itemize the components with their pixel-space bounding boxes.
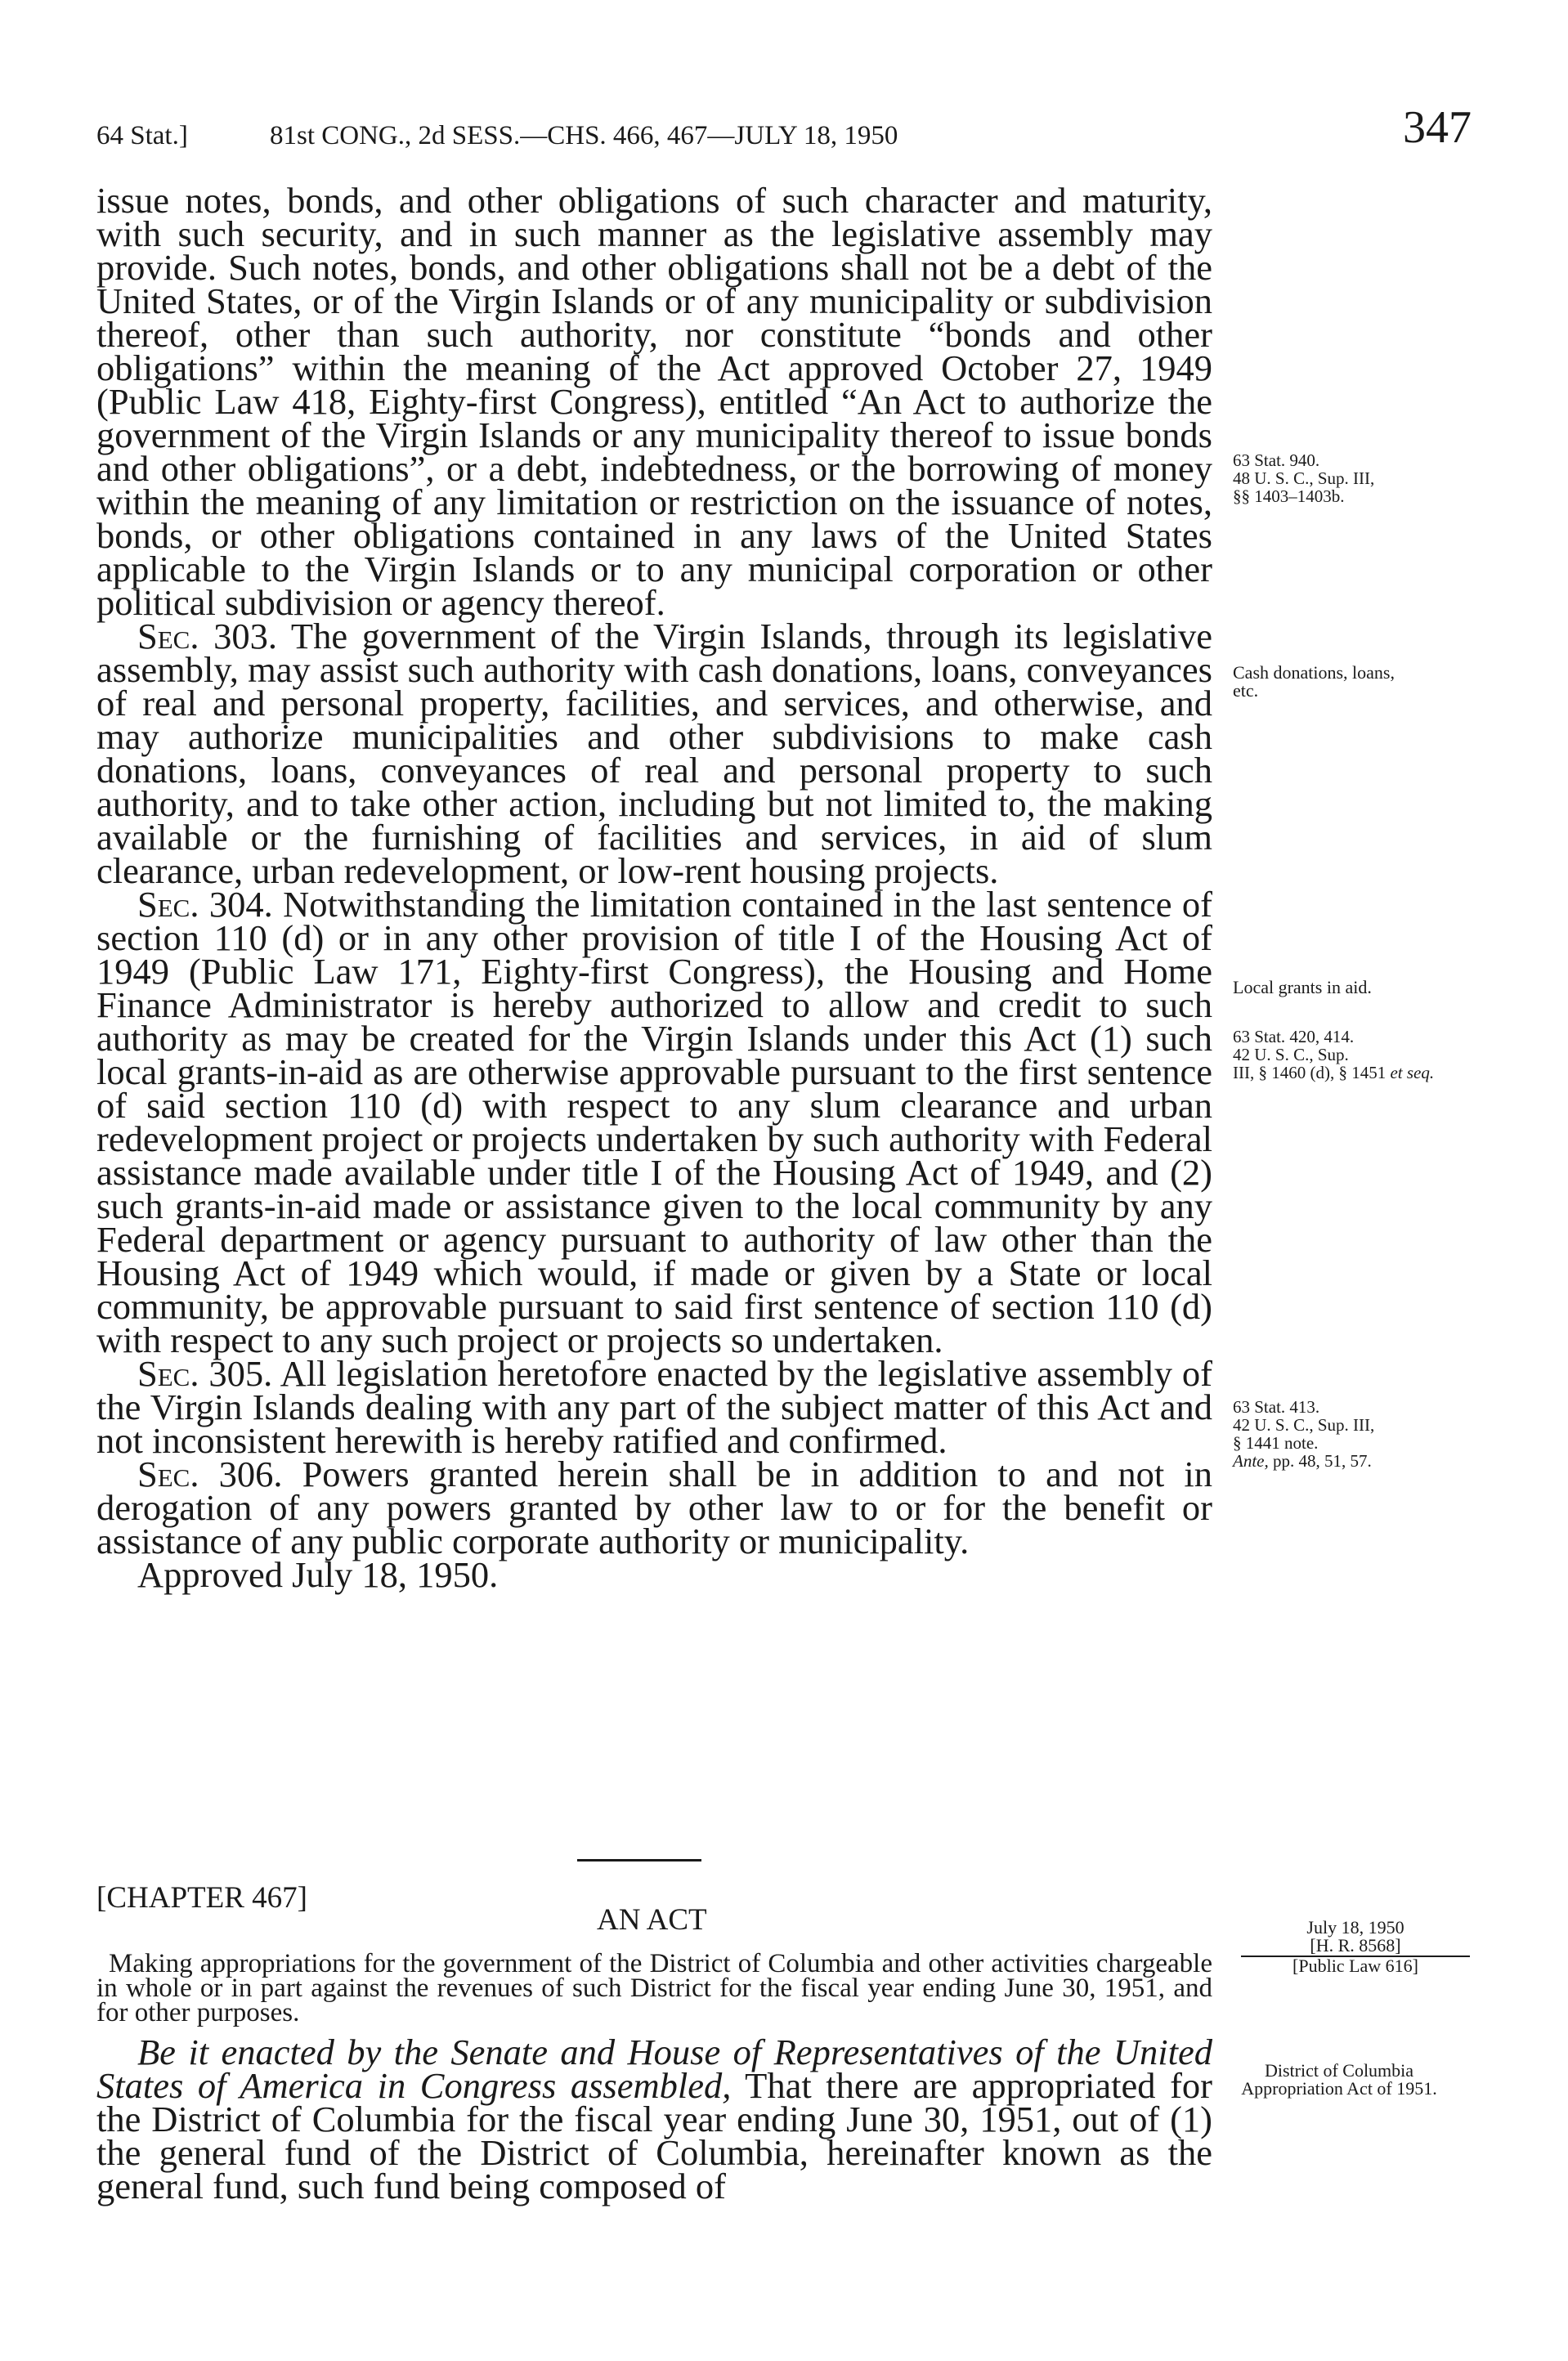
section-303-label: Sec. 303. — [137, 616, 278, 656]
margin-note-line: 63 Stat. 940. — [1233, 450, 1320, 470]
section-306-label: Sec. 306. — [137, 1454, 283, 1494]
section-305-text: All legislation heretofore enacted by the legislative assembly of the Virgin Islands dealing with any part of the subject matter of this Act and not inconsistent herewith is hereby ratified and confirmed. — [96, 1353, 1212, 1461]
paragraph-continuation: issue notes, bonds, and other obligations of such character and maturity, with such security, and in such manner as the legislative assembly may provide. Such notes, bonds, and other obligations shall not be a debt of the United States, or of the Virgin Islands or of any municipality or subdivision thereof, other than such authority, nor constitute “bonds and other obligations” within the meaning of the Act approved October 27, 1949 (Public Law 418, Eighty-first Congress), entitled “An Act to authorize the government of the Virgin Islands or any municipality thereof to issue bonds and other obligations”, or a debt, indebtedness, or the borrowing of money within the meaning of any limitation or restriction on the issuance of notes, bonds, or other obligations contained in any laws of the United States applicable to the Virgin Islands or to any municipal corporation or other political subdivision or agency thereof. — [96, 180, 1212, 623]
chapter-467-label: [CHAPTER 467] — [96, 1881, 307, 1915]
chapter-separator-rule — [577, 1859, 701, 1861]
margin-note-line: §§ 1403–1403b. — [1233, 486, 1345, 506]
margin-note-63-stat-413 — [1233, 1398, 1478, 1470]
margin-note-date: July 18, 1950 — [1306, 1917, 1404, 1938]
page-number: 347 — [1403, 102, 1472, 153]
section-303-text: The government of the Virgin Islands, through its legislative assembly, may assist such authority with cash donations, loans, conveyances of real and personal property, facilities, and services, and otherwise, and may authorize municipalities and other subdivisions to make cash donations, loans, conveyances of real and personal property to such authority, and to take other action, including but not limited to, the making available or the furnishing of facilities and services, in aid of slum clearance, urban redevelopment, or low-rent housing projects. — [96, 616, 1212, 891]
margin-note-local-grants: Local grants in aid. — [1233, 977, 1372, 997]
enacting-clause-italic: Be it enacted by the Senate and House of Representatives of the United States of America in Congress assembled, — [96, 2032, 1212, 2106]
enacting-clause — [96, 2032, 1212, 2206]
margin-note-pages: pp. 48, 51, 57. — [1268, 1451, 1372, 1471]
chapter-466-body — [96, 180, 1212, 1595]
margin-note-et-seq: et seq. — [1390, 1063, 1435, 1082]
approval-line: Approved July 18, 1950. — [137, 1554, 499, 1595]
margin-note-text: III, § 1460 (d), § 1451 — [1233, 1063, 1387, 1082]
margin-note-cash-donations: Cash donations, loans, etc. — [1233, 662, 1395, 701]
section-306 — [96, 1454, 1212, 1561]
act-heading: AN ACT — [597, 1903, 707, 1937]
margin-note-line: 42 U. S. C., Sup. III, — [1233, 1415, 1375, 1435]
section-304 — [96, 884, 1212, 1360]
margin-note-line: 63 Stat. 413. — [1233, 1397, 1320, 1417]
act-title: Making appropriations for the government of the District of Columbia and other activities chargeable in whole or in part against the revenues of such District for the fiscal year ending June 30, 1951, and for other purposes. — [96, 1949, 1212, 2027]
margin-note-line: 48 U. S. C., Sup. III, — [1233, 468, 1375, 488]
margin-note-dc-appropriation: District of Columbia Appropriation Act of 1951. — [1241, 2060, 1437, 2099]
running-head-center: 81st CONG., 2d SESS.—CHS. 466, 467—JULY 18, 1950 — [270, 121, 898, 150]
margin-note-ante: Ante, — [1233, 1451, 1269, 1471]
section-304-text: Notwithstanding the limitation contained in the last sentence of section 110 (d) or in any other provision of title I of the Housing Act of 1949 (Public Law 171, Eighty-first Congress), the Housing and Home Finance Administrator is hereby authorized to allow and credit to such authority as may be created for the Virgin Islands under this Act (1) such local grants-in-aid as are otherwise approvable pursuant to the first sentence of said section 110 (d) with respect to any slum clearance and urban redevelopment project or projects undertaken by such authority with Federal assistance made available under title I of the Housing Act of 1949, and (2) such grants-in-aid made or assistance given to the local community by any Federal department or agency pursuant to authority of law other than the Housing Act of 1949 which would, if made or given by a State or local community, be approvable pursuant to said first sentence of section 110 (d) with respect to any such project or projects so undertaken. — [96, 884, 1212, 1360]
margin-note-public-law: [Public Law 616] — [1292, 1956, 1418, 1976]
running-head-left: 64 Stat.] — [96, 121, 188, 150]
margin-note-line — [1233, 1064, 1478, 1082]
margin-note-line: 42 U. S. C., Sup. — [1233, 1045, 1349, 1064]
margin-note-line: § 1441 note. — [1233, 1433, 1319, 1453]
margin-note-line: 63 Stat. 420, 414. — [1233, 1027, 1355, 1046]
margin-note-bill-info — [1241, 1919, 1470, 1975]
section-305 — [96, 1353, 1212, 1461]
margin-note-63-stat-940 — [1233, 451, 1478, 505]
section-303 — [96, 616, 1212, 891]
section-306-text: Powers granted herein shall be in addition to and not in derogation of any powers granted by other law to or for the benefit or assistance of any public corporate authority or municipality. — [96, 1454, 1212, 1561]
section-305-label: Sec. 305. — [137, 1353, 273, 1394]
margin-note-line — [1233, 1452, 1478, 1470]
section-304-label: Sec. 304. — [137, 884, 273, 925]
margin-note-bill: [H. R. 8568] — [1241, 1937, 1470, 1957]
margin-note-63-stat-420 — [1233, 1028, 1478, 1082]
chapter-467-body — [96, 2032, 1212, 2206]
enacting-clause-text: That there are appropriated for the District of Columbia for the fiscal year ending June 30, 1951, out of (1) the general fund of the District of Columbia, hereinafter known as the general fund, such fund being composed of — [96, 2065, 1212, 2206]
